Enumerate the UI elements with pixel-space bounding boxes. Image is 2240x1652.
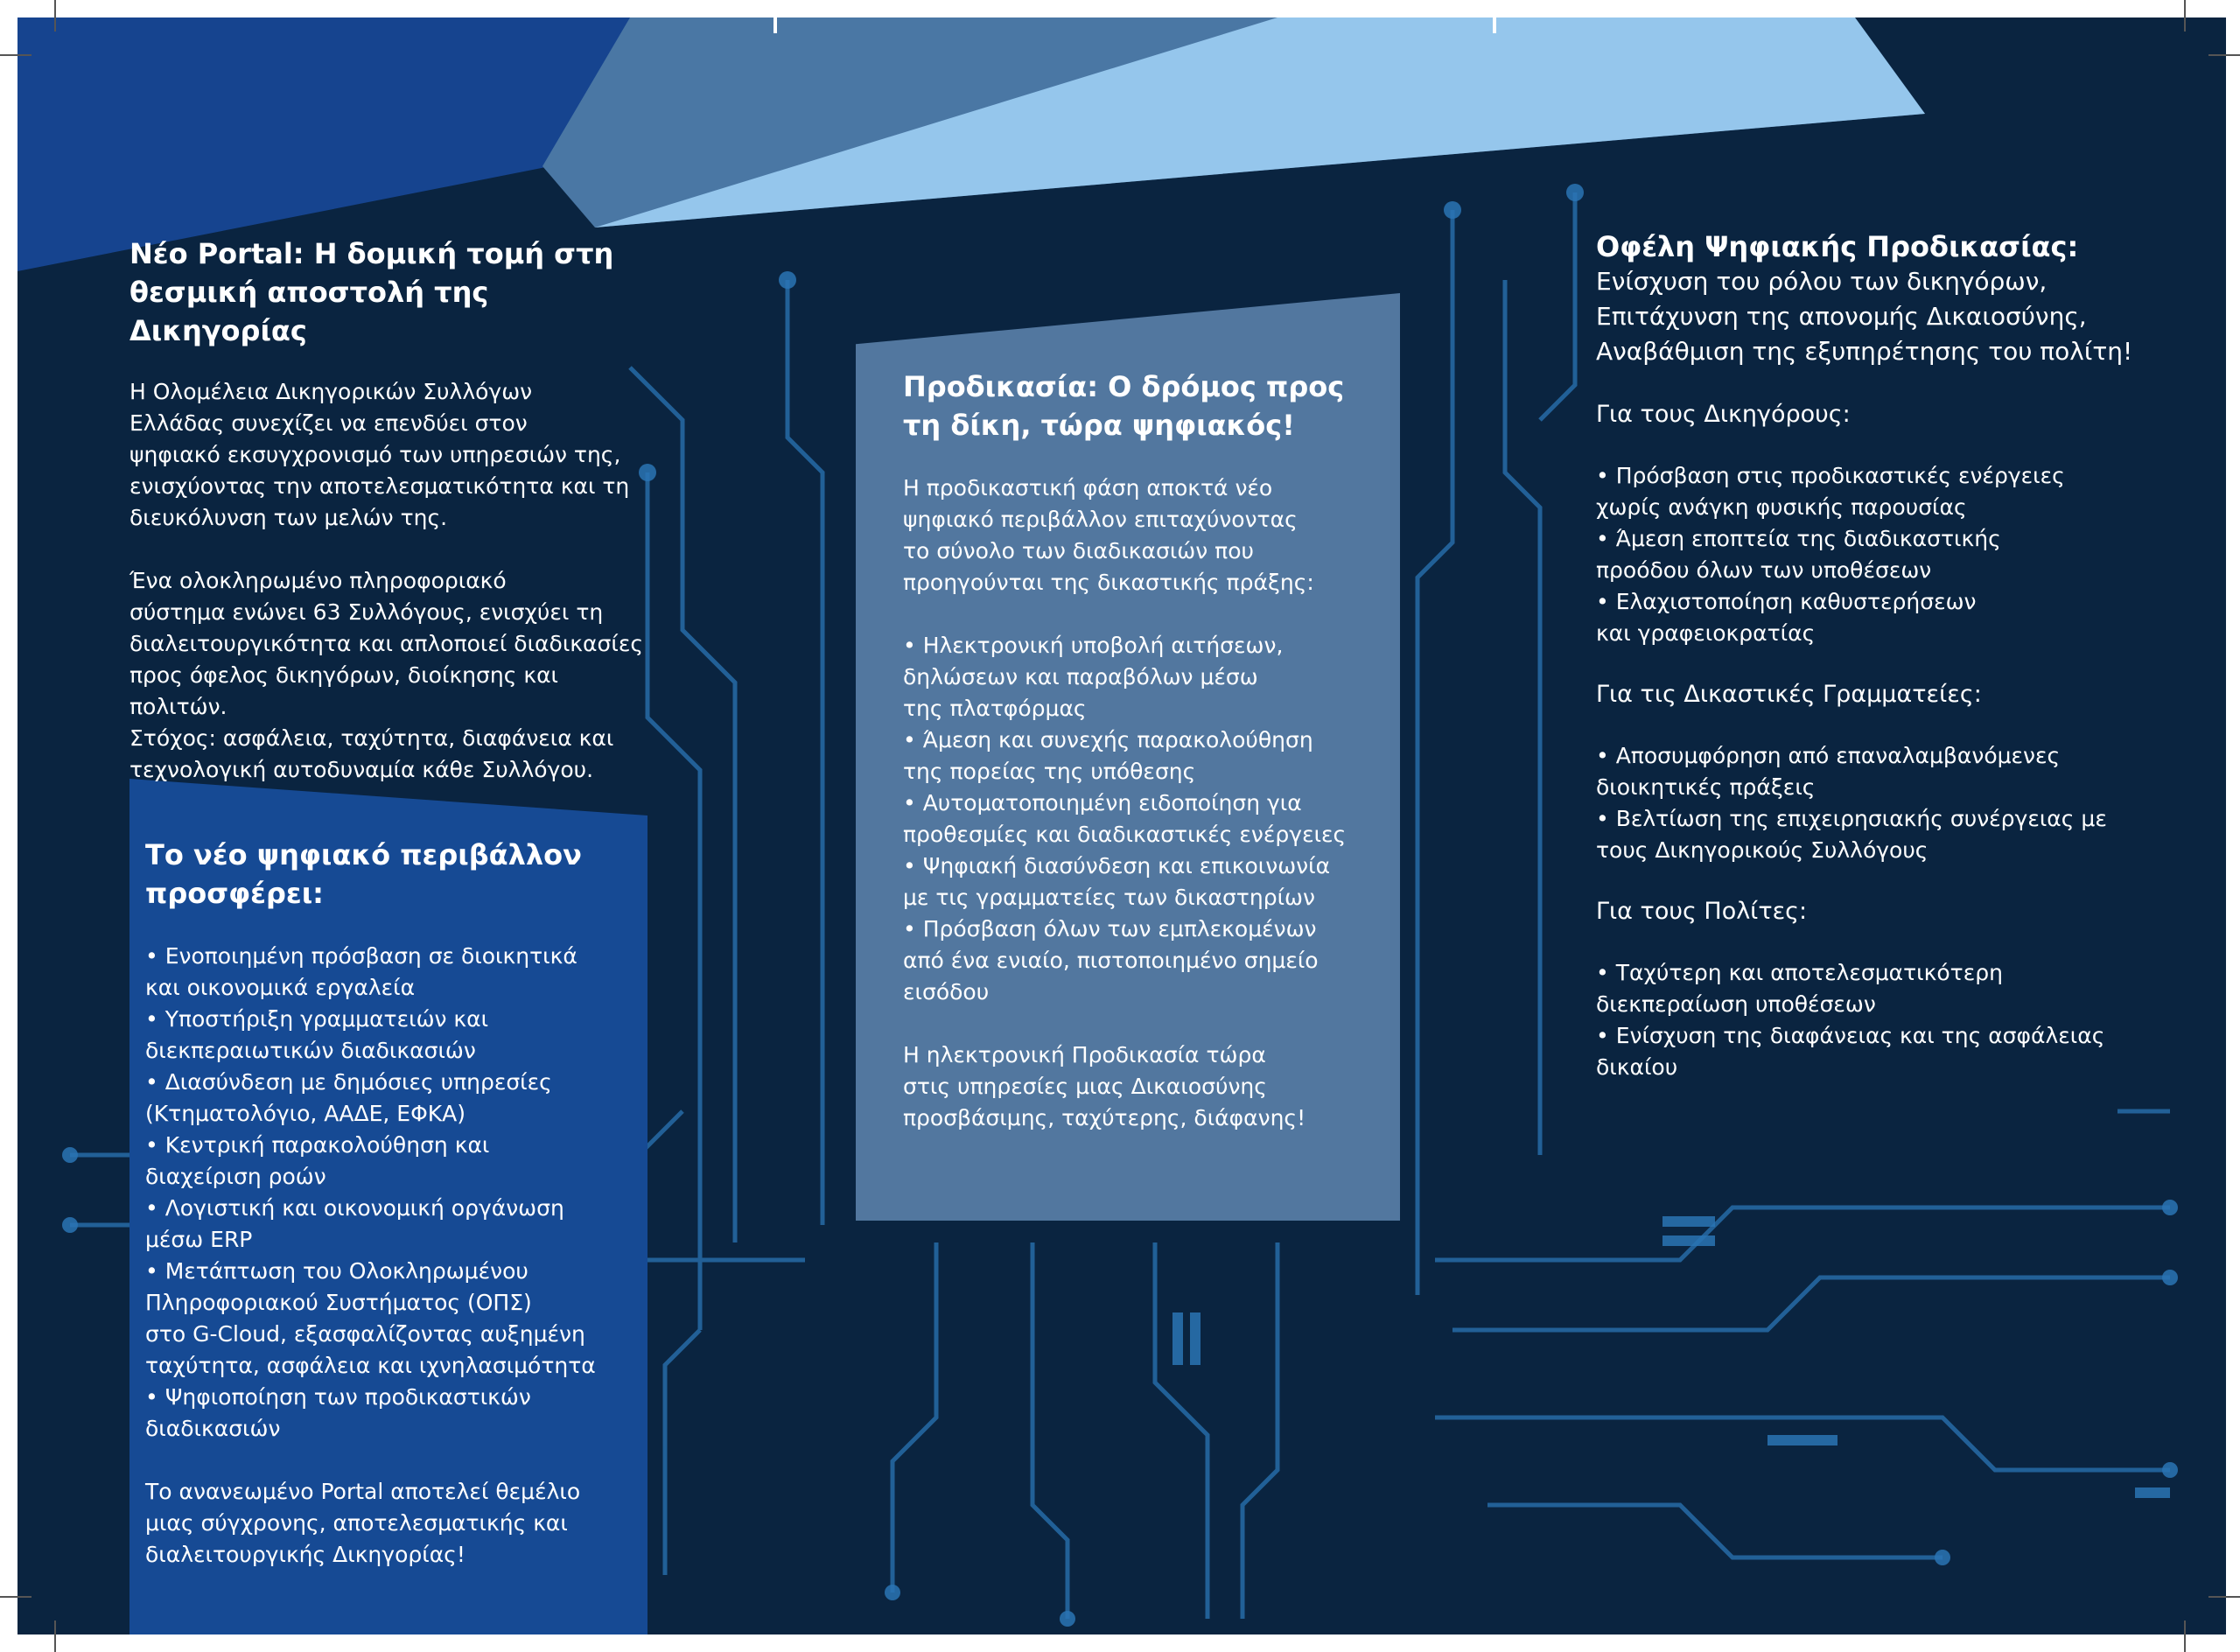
list-item: • Λογιστική και οικονομική οργάνωση μέσω ERP bbox=[145, 1195, 564, 1252]
offering-closing: Το ανανεωμένο Portal αποτελεί θεμέλιο μιας σύγχρονης, αποτελεσματικής και διαλειτουργικής Δικηγορίας! bbox=[145, 1479, 581, 1567]
benefits-column bbox=[1596, 229, 2138, 1113]
crop-mark bbox=[0, 54, 32, 56]
portal-intro-paragraph: Η Ολομέλεια Δικηγορικών Συλλόγων Ελλάδας συνεχίζει να επενδύει στον ψηφιακό εκσυγχρονισμό των υπηρεσιών της, ενισχύοντας την αποτελεσματικότητα και τη διευκόλυνση των μελών της. bbox=[130, 379, 630, 530]
benefits-list-court-secretariats bbox=[1596, 740, 2138, 866]
crop-mark bbox=[54, 1620, 56, 1652]
crop-mark bbox=[2184, 1620, 2186, 1652]
benefits-title: Οφέλη Ψηφιακής Προδικασίας: bbox=[1596, 230, 2079, 263]
crop-mark bbox=[2208, 1596, 2240, 1598]
fold-mark bbox=[1493, 18, 1496, 33]
fold-mark bbox=[774, 18, 777, 33]
list-item: • Ενίσχυση της διαφάνειας και της ασφάλειας δικαίου bbox=[1596, 1023, 2105, 1080]
list-item: • Ελαχιστοποίηση καθυστερήσεων και γραφειοκρατίας bbox=[1596, 589, 1977, 646]
list-item: • Άμεση και συνεχής παρακολούθηση της πορείας της υπόθεσης bbox=[903, 727, 1313, 784]
list-item: • Ψηφιακή διασύνδεση και επικοινωνία με τις γραμματείες των δικαστηρίων bbox=[903, 853, 1331, 910]
list-item: • Αυτοματοποιημένη ειδοποίηση για προθεσμίες και διαδικαστικές ενέργειες bbox=[903, 790, 1347, 847]
pretrial-list bbox=[903, 630, 1358, 1008]
list-item: • Ενοποιημένη πρόσβαση σε διοικητικά και οικονομικά εργαλεία bbox=[145, 943, 578, 1000]
list-item: • Αποσυμφόρηση από επαναλαμβανόμενες διοικητικές πράξεις bbox=[1596, 743, 2061, 800]
crop-mark bbox=[2184, 0, 2186, 32]
list-item: • Άμεση εποπτεία της διαδικαστικής προόδου όλων των υποθέσεων bbox=[1596, 526, 2001, 583]
list-item: • Πρόσβαση όλων των εμπλεκομένων από ένα ενιαίο, πιστοποιημένο σημείο εισόδου bbox=[903, 916, 1319, 1004]
pretrial-intro: Η προδικαστική φάση αποκτά νέο ψηφιακό περιβάλλον επιταχύνοντας το σύνολο των διαδικασιών που προηγούνται της δικαστικής πράξης: bbox=[903, 475, 1314, 595]
crop-mark bbox=[2208, 54, 2240, 56]
benefits-intro: Ενίσχυση του ρόλου των δικηγόρων, Επιτάχυνση της απονομής Δικαιοσύνης, Αναβάθμιση της εξυπηρέτησης του πολίτη! bbox=[1596, 267, 2133, 366]
list-item: • Ψηφιοποίηση των προδικαστικών διαδικασιών bbox=[145, 1384, 531, 1441]
list-item: • Διασύνδεση με δημόσιες υπηρεσίες (Κτηματολόγιο, ΑΑΔΕ, ΕΦΚΑ) bbox=[145, 1069, 552, 1126]
group-heading-citizens: Για τους Πολίτες: bbox=[1596, 898, 1808, 925]
benefits-list-lawyers bbox=[1596, 460, 2138, 649]
left-column bbox=[130, 234, 654, 817]
list-item: • Μετάπτωση του Ολοκληρωμένου Πληροφοριακού Συστήματος (ΟΠΣ) στο G-Cloud, εξασφαλίζοντας αυξημένη ταχύτητα, ασφάλεια και ιχνηλασιμότητα bbox=[145, 1258, 596, 1378]
offering-panel bbox=[145, 836, 609, 1571]
group-heading-court-secretariats: Για τις Δικαστικές Γραμματείες: bbox=[1596, 681, 1982, 708]
crop-mark bbox=[54, 0, 56, 32]
crop-mark bbox=[0, 1596, 32, 1598]
list-item: • Βελτίωση της επιχειρησιακής συνέργειας με τους Δικηγορικούς Συλλόγους bbox=[1596, 806, 2107, 863]
portal-system-paragraph: Ένα ολοκληρωμένο πληροφοριακό σύστημα ενώνει 63 Συλλόγους, ενισχύει τη διαλειτουργικότητα και απλοποιεί διαδικασίες προς όφελος δικηγόρων, διοίκησης και πολιτών. Στόχος: ασφάλεια, ταχύτητα, διαφάνεια και τεχνολογική αυτοδυναμία κάθε Συλλόγου. bbox=[130, 568, 643, 782]
list-item: • Πρόσβαση στις προδικαστικές ενέργειες χωρίς ανάγκη φυσικής παρουσίας bbox=[1596, 463, 2065, 520]
offering-list bbox=[145, 941, 609, 1445]
group-heading-lawyers: Για τους Δικηγόρους: bbox=[1596, 401, 1851, 428]
pretrial-closing: Η ηλεκτρονική Προδικασία τώρα στις υπηρεσίες μιας Δικαιοσύνης προσβάσιμης, ταχύτερης, διάφανης! bbox=[903, 1042, 1306, 1130]
pretrial-panel bbox=[903, 368, 1358, 1166]
offering-title: Το νέο ψηφιακό περιβάλλον προσφέρει: bbox=[145, 838, 582, 910]
benefits-list-citizens bbox=[1596, 957, 2138, 1083]
portal-title: Νέο Portal: Η δομική τομή στη θεσμική αποστολή της Δικηγορίας bbox=[130, 237, 614, 347]
list-item: • Ηλεκτρονική υποβολή αιτήσεων, δηλώσεων και παραβόλων μέσω της πλατφόρμας bbox=[903, 633, 1284, 721]
list-item: • Υποστήριξη γραμματειών και διεκπεραιωτικών διαδικασιών bbox=[145, 1006, 489, 1063]
pretrial-title: Προδικασία: Ο δρόμος προς τη δίκη, τώρα ψηφιακός! bbox=[903, 370, 1345, 442]
list-item: • Κεντρική παρακολούθηση και διαχείριση ροών bbox=[145, 1132, 490, 1189]
list-item: • Ταχύτερη και αποτελεσματικότερη διεκπεραίωση υποθέσεων bbox=[1596, 960, 2003, 1017]
